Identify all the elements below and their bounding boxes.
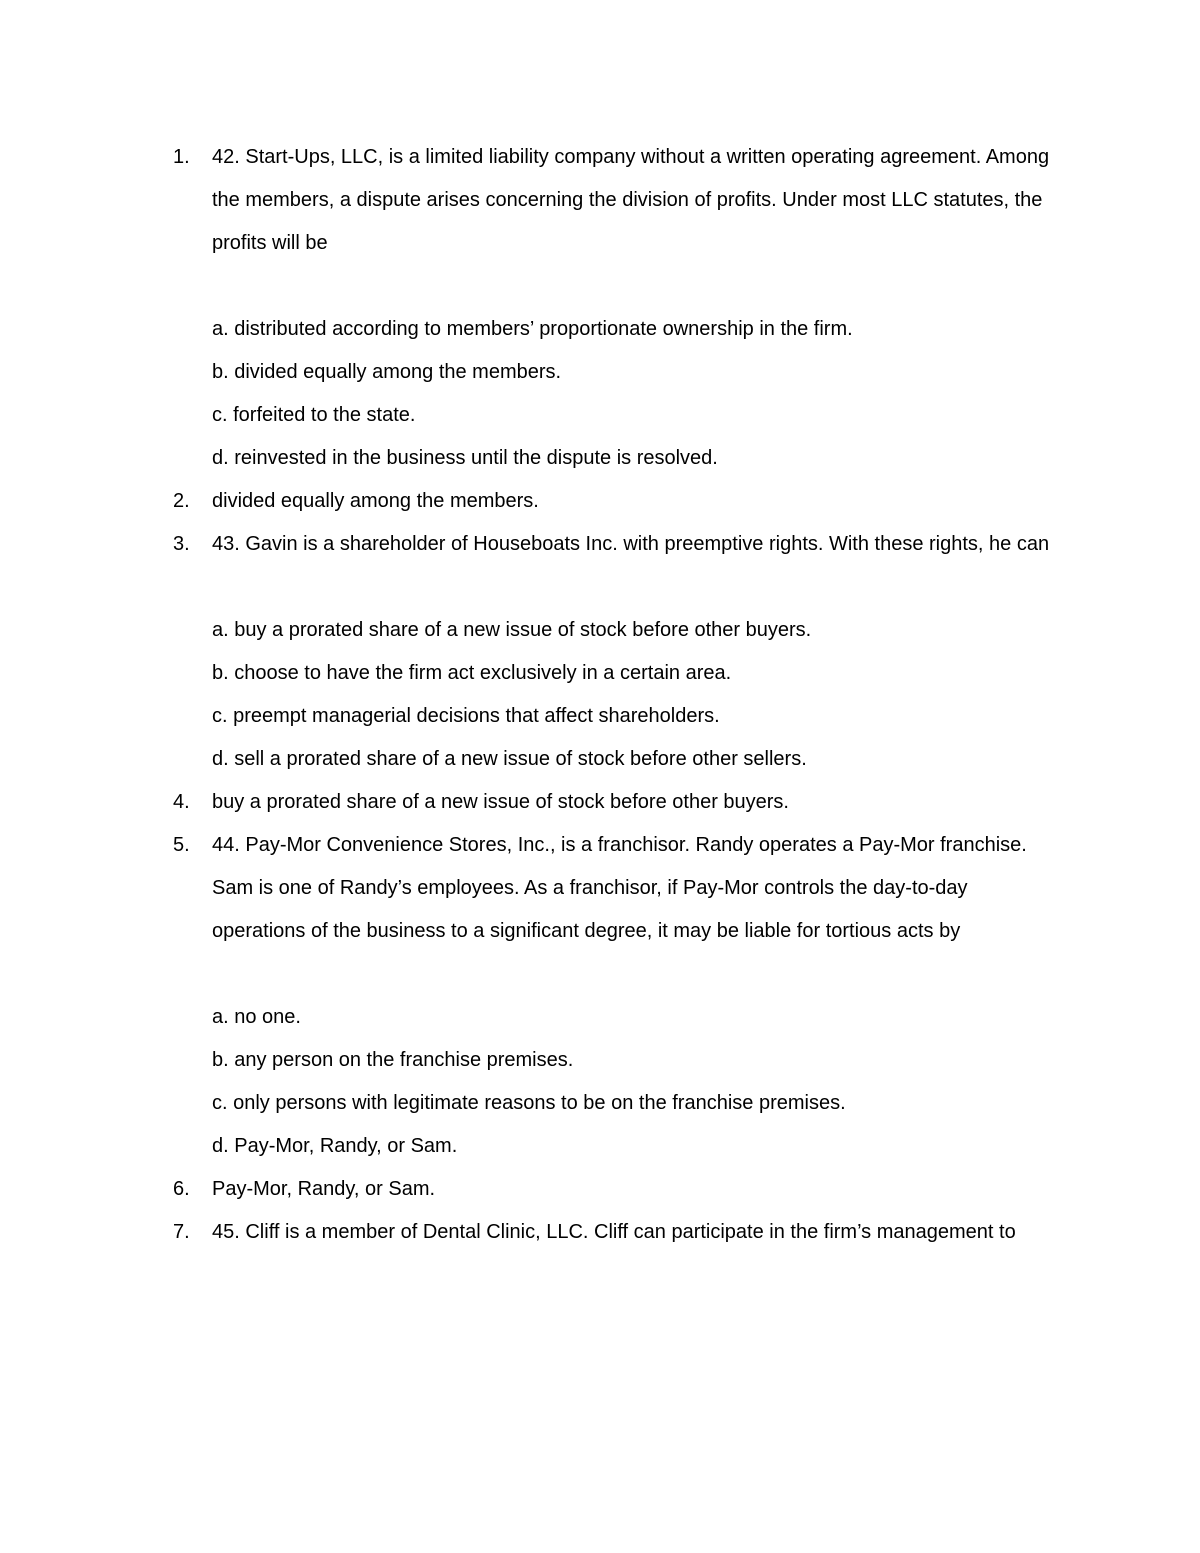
list-number: 7. [173, 1221, 190, 1243]
list-item-5 [0, 824, 1062, 1168]
question-stem: 43. Gavin is a shareholder of Houseboats Inc. with preemptive rights. With these rights, he can [212, 533, 1050, 555]
answer-option: c. preempt managerial decisions that affect shareholders. [212, 705, 720, 727]
answer-option: a. no one. [212, 1006, 301, 1028]
answer-option: d. Pay-Mor, Randy, or Sam. [212, 1135, 458, 1157]
answer-option: c. forfeited to the state. [212, 404, 416, 426]
list-number: 5. [173, 834, 190, 856]
answer-option: b. choose to have the firm act exclusively in a certain area. [212, 662, 732, 684]
list-item-4 [0, 781, 1062, 824]
list-number: 1. [173, 146, 190, 168]
answer-option: d. reinvested in the business until the dispute is resolved. [212, 447, 718, 469]
list-number: 2. [173, 490, 190, 512]
answer-option: d. sell a prorated share of a new issue of stock before other sellers. [212, 748, 807, 770]
answer-option: b. divided equally among the members. [212, 361, 562, 383]
answer-option: c. only persons with legitimate reasons to be on the franchise premises. [212, 1092, 846, 1114]
list-item-3 [0, 523, 1062, 781]
answer-option: b. any person on the franchise premises. [212, 1049, 574, 1071]
answer-options [212, 308, 1062, 480]
answer-option: a. buy a prorated share of a new issue of stock before other buyers. [212, 619, 812, 641]
list-number: 3. [173, 533, 190, 555]
answer-option: a. distributed according to members’ proportionate ownership in the firm. [212, 318, 853, 340]
list-number: 6. [173, 1178, 190, 1200]
answer-text: divided equally among the members. [212, 490, 539, 512]
question-stem: 44. Pay-Mor Convenience Stores, Inc., is a franchisor. Randy operates a Pay-Mor franchise. Sam is one of Randy’s employees. As a franchisor, if Pay-Mor controls the day-to-day operations of the business to a significant degree, it may be liable for tortious acts by [212, 834, 1027, 942]
answer-options [212, 996, 1062, 1168]
answer-text: Pay-Mor, Randy, or Sam. [212, 1178, 436, 1200]
question-stem: 42. Start-Ups, LLC, is a limited liability company without a written operating agreement. Among the members, a dispute arises concerning the division of profits. Under most LLC statutes, the profits will be [212, 146, 1050, 254]
list-item-7 [0, 1211, 1062, 1254]
list-item-2 [0, 480, 1062, 523]
answer-text: buy a prorated share of a new issue of stock before other buyers. [212, 791, 789, 813]
numbered-list [0, 136, 1200, 1254]
question-stem: 45. Cliff is a member of Dental Clinic, LLC. Cliff can participate in the firm’s management to [212, 1221, 1016, 1243]
list-number: 4. [173, 791, 190, 813]
list-item-1 [0, 136, 1062, 480]
answer-options [212, 609, 1062, 781]
list-item-6 [0, 1168, 1062, 1211]
